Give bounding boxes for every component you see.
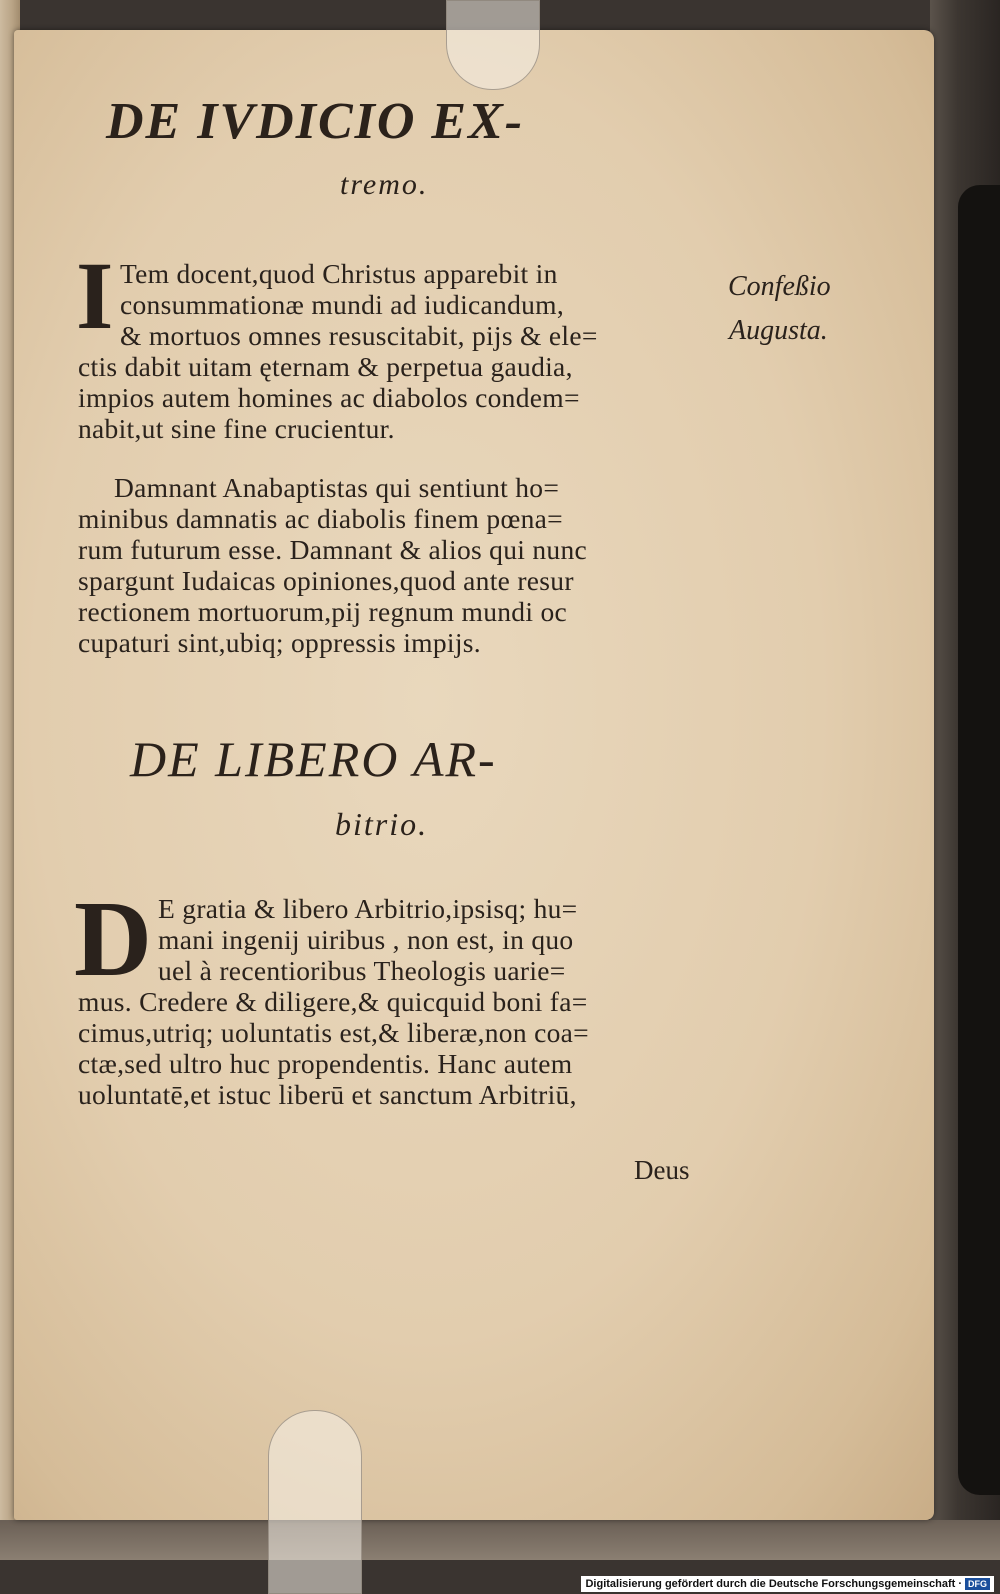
text-line: mus. Credere & diligere,& quicquid boni fa= xyxy=(78,986,588,1017)
dfg-logo: DFG xyxy=(965,1578,990,1590)
text-line: ctæ,sed ultro huc propendentis. Hanc autem xyxy=(78,1048,573,1079)
text-line: rum futurum esse. Damnant & alios qui nunc xyxy=(78,534,588,565)
text-line: mani ingenij uiribus , non est, in quo xyxy=(158,924,574,955)
margin-note-line2: Augusta. xyxy=(729,315,828,346)
dropcap-i: I xyxy=(76,242,114,349)
text-line: impios autem homines ac diabolos condem= xyxy=(78,382,580,413)
text-line: consummationæ mundi ad iudicandum, xyxy=(120,289,565,320)
text-line: ctis dabit uitam ęternam & perpetua gaudia, xyxy=(78,351,573,382)
text-line: nabit,ut sine fine crucientur. xyxy=(78,413,395,444)
dropcap-d: D xyxy=(74,880,152,999)
margin-note-line1: Confeßio xyxy=(728,271,831,302)
heading-libero-arbitrio-cont: bitrio. xyxy=(335,806,429,842)
text-line: uoluntatē,et istuc liberū et sanctum Arbitriū, xyxy=(78,1079,577,1110)
heading-libero-arbitrio: DE LIBERO AR- xyxy=(130,731,497,787)
text-line: cimus,utriq; uoluntatis est,& liberæ,non coa= xyxy=(78,1017,589,1048)
book-cover-shadow xyxy=(958,185,1000,1495)
text-line: spargunt Iudaicas opiniones,quod ante resur xyxy=(78,565,574,596)
paragraph-gratia xyxy=(78,893,589,1110)
heading-judicio: DE IVDICIO EX- xyxy=(106,93,525,150)
paragraph-damnant xyxy=(78,472,587,658)
credit-text: Digitalisierung gefördert durch die Deutsche Forschungsgemeinschaft · xyxy=(585,1578,962,1590)
text-line: cupaturi sint,ubiq; oppressis impijs. xyxy=(78,627,481,658)
heading-judicio-cont: tremo. xyxy=(340,168,429,201)
page-clip-bottom xyxy=(268,1410,362,1594)
text-line: minibus damnatis ac diabolis finem pœna= xyxy=(78,503,563,534)
digitization-credit xyxy=(581,1576,994,1592)
text-line: uel à recentioribus Theologis uarie= xyxy=(158,955,566,986)
paragraph-judicio xyxy=(78,258,598,444)
text-line: Damnant Anabaptistas qui sentiunt ho= xyxy=(114,472,560,503)
book-bottom-edge xyxy=(0,1520,1000,1560)
text-line: rectionem mortuorum,pij regnum mundi oc xyxy=(78,596,568,627)
text-line: Tem docent,quod Christus apparebit in xyxy=(120,258,558,289)
page-clip-top xyxy=(446,0,540,90)
catchword: Deus xyxy=(634,1155,690,1185)
text-line: E gratia & libero Arbitrio,ipsisq; hu= xyxy=(158,893,578,924)
text-line: & mortuos omnes resuscitabit, pijs & ele= xyxy=(120,320,598,351)
